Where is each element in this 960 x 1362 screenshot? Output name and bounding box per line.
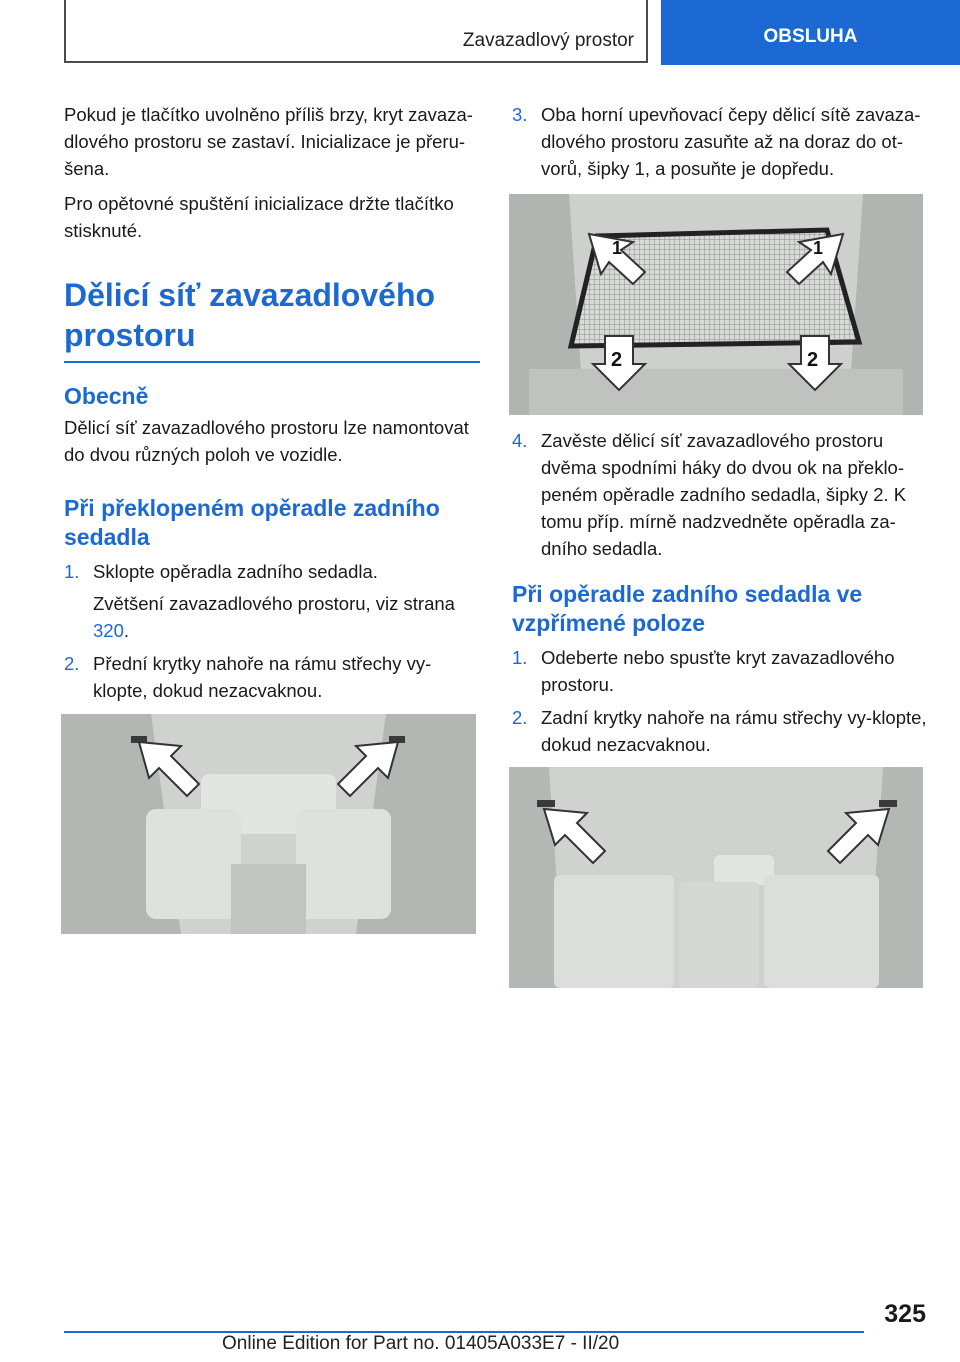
page-heading: Dělicí síť zavazadlového prostoru	[64, 277, 436, 353]
step-text: Zavěste dělicí síť zavazadlového prostoru dvěma spodními háky do dvou ok na překlo-peném opěradle zadního sedadla, šipky 2. K tomu příp. mírně nadzvedněte opěradla za-dního sedadla.	[541, 430, 907, 559]
page-number: 325	[884, 1300, 926, 1328]
step-1-folded	[64, 558, 480, 585]
heading-rule	[64, 361, 480, 363]
step-2-folded	[64, 650, 480, 704]
step-1-upright	[512, 644, 928, 698]
figure-front-covers	[61, 714, 476, 934]
figure-net-mounting	[509, 194, 923, 415]
arrow-label: 1	[813, 238, 824, 258]
step-text: Sklopte opěradla zadního sedadla.	[93, 561, 378, 582]
left-column	[64, 101, 480, 252]
arrow-label: 2	[807, 349, 819, 371]
step-text: Přední krytky nahoře na rámu střechy vy-klopte, dokud nezacvaknou.	[93, 653, 432, 701]
intro-paragraph: Pokud je tlačítko uvolněno příliš brzy, kryt zavaza-dlového prostoru se zastaví. Inicializace je přeru-šena.	[64, 104, 473, 179]
step-text: Zadní krytky nahoře na rámu střechy vy-klopte, dokud nezacvaknou.	[541, 707, 927, 755]
arrow-label: 1	[612, 238, 623, 258]
step-number: 4.	[512, 430, 528, 451]
step-2-upright	[512, 704, 928, 758]
folded-block	[64, 494, 480, 704]
step-number: 1.	[512, 647, 528, 668]
general-heading: Obecně	[64, 383, 149, 409]
chapter-tab[interactable]: OBSLUHA	[661, 0, 960, 65]
step-text: Odeberte nebo spusťte kryt zavazadlového prostoru.	[541, 647, 895, 695]
arrow-label: 2	[611, 349, 623, 371]
step-4	[512, 427, 928, 562]
section-title-block	[64, 275, 480, 363]
step-3	[512, 101, 928, 182]
general-block	[64, 382, 480, 476]
page-link[interactable]: 320	[93, 620, 124, 641]
restart-paragraph: Pro opětovné spuštění inicializace držte tlačítko stisknuté.	[64, 193, 454, 241]
folded-heading: Při překlopeném opěradle zadního sedadla	[64, 495, 440, 550]
step-number: 2.	[512, 707, 528, 728]
step-text: Oba horní upevňovací čepy dělicí sítě zavaza-dlového prostoru zasuňte až na doraz do ot-vorů, šipky 1, a posuňte je dopředu.	[541, 104, 921, 179]
edition-line: Online Edition for Part no. 01405A033E7 - II/20	[222, 1333, 620, 1354]
figure-rear-covers	[509, 767, 923, 988]
step-number: 3.	[512, 104, 528, 125]
upright-heading: Při opěradle zadního sedadla ve vzpřímené poloze	[512, 581, 863, 636]
step-note	[64, 590, 480, 644]
right-column-top	[512, 101, 928, 182]
note-suffix: .	[123, 620, 130, 641]
upright-block	[512, 580, 928, 758]
note-text: Zvětšení zavazadlového prostoru, viz strana	[93, 593, 455, 614]
step-number: 1.	[64, 561, 80, 582]
general-text: Dělicí síť zavazadlového prostoru lze namontovat do dvou různých poloh ve vozidle.	[64, 417, 469, 465]
section-title: Zavazadlový prostor	[462, 30, 634, 51]
step-number: 2.	[64, 653, 80, 674]
right-column-mid	[512, 427, 928, 562]
